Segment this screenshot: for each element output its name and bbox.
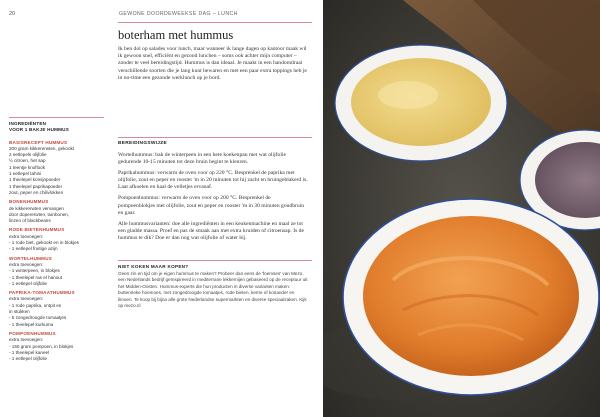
preparation-paragraph: Pompoenhummus: verwarm de oven voor op 200 °C. Besprenkel de pompoenblokjes met olijfolie, zout en peper en rooster 'm in 30 minuten goudbruin en gaar. <box>118 195 305 216</box>
ingredients-column <box>9 121 104 362</box>
preparation-heading: BEREIDINGSWIJZE <box>118 141 168 146</box>
ingredients-heading: INGREDIËNTEN <box>9 121 47 126</box>
intro-text: Ik ben dol op salades voor lunch, maar wanneer ik lange dagen op kantoor maak wil ik gewoon snel, efficiënt en gezond lunchen – soms ook achter mijn computer – zonder te veel bereidingstijd. Hummus is dan ideaal. Je maakt in een handomdraai verschillende soorten die je lang kunt bewaren en met een paar extra toppings heb je in no-time een gezonde werklunch op je bord. <box>118 46 307 81</box>
preparation-paragraph: Alle hummusvarianten: doe alle ingrediënten in een keukenmachine en maal ze tot een gladde massa. Proef en pas de smaak aan met extra kruiden of citroensap. Is de hummus te dik? Doe er dan nog wat olijfolie of water bij. <box>118 220 304 241</box>
rule-tip <box>118 260 312 261</box>
ingredient-line: 1 theelepel komijnpoeder <box>9 177 61 183</box>
ingredient-line: - 1 theelepel kurkuma <box>9 321 54 327</box>
preparation-paragraph: Wortelhummus: bak de winterpeen in een hete koekenpan met wat olijfolie gedurende 10-15 minuten tot deze bruin begint te kleuren. <box>118 152 286 166</box>
ingredient-line: extra toevoegen: <box>9 233 44 239</box>
rule-preparation <box>118 137 312 138</box>
section-title: BASISRECEPT HUMMUS <box>9 139 68 145</box>
hummus-photo <box>323 0 600 417</box>
preparation-paragraph: Paprikahummus: verwarm de oven voor op 220 °C. Besprenkel de paprika met olijfolie, zout en peper en rooster 'm in 20 minuten tot hij zacht en bruingeblakerd is. Laat afkoelen en haal de velletjes ervanaf. <box>118 170 308 191</box>
ingredient-line: - 1 winterpeen, in blokjes <box>9 268 60 274</box>
page-number: 20 <box>9 11 16 17</box>
ingredient-line: extra toevoegen: <box>9 296 44 302</box>
section-title: BONENHUMMUS <box>9 199 49 205</box>
section-title: RODE BIETENHUMMUS <box>9 227 65 233</box>
ingredient-line: 2 eetlepels olijfolie <box>9 152 47 158</box>
ingredient-line: - 1 eetlepel olijfolie <box>9 280 48 286</box>
tip-text: Geen zin en tijd om je eigen hummus te maken? Probeer dan eens de 'foemses' van Mezo, een Nederlands bedrijf geïnspireerd in mediterrane lekkernijen gebaseerd op de receptuur uit het Midden-Oosten. Hummus-experts die hun producten in diverse varianten maken: buttenrieke hoemoes, met zongedroogde tomaatjes, rode bieten, kerrie of koriander en limoen. Te koop bij bijna alle grote Nederlandse supermarkten en diverse speciaalzaken. Kijk op mezo.nl <box>118 271 308 309</box>
ingredient-line: - 1 theelepel kaneel <box>9 349 50 355</box>
ingredient-line: 1 eetlepel tahini <box>9 171 42 177</box>
ingredient-line: 200 gram kikkererwten, gekookt <box>9 145 75 151</box>
ingredient-line: - 1 theelepel ras el hanout <box>9 274 63 280</box>
ingredient-line: de kikkererwten vervangen <box>9 205 64 211</box>
ingredient-line: - 1 rode biet, gekookt en in blokjes <box>9 240 79 246</box>
preparation-text <box>118 152 308 246</box>
ingredient-line: - 5 zongedroogde tomaatjes <box>9 315 67 321</box>
running-head: GEWONE DOORDEWEEKSE DAG – LUNCH <box>119 11 238 17</box>
recipe-title: boterham met hummus <box>118 28 234 42</box>
section-title: PAPRIKA-TOMAATHUMMUS <box>9 290 75 296</box>
ingredient-line: ½ citroen, het sap <box>9 158 46 164</box>
ingredient-line: 1 teentje knoflook <box>9 164 46 170</box>
ingredient-line: zout, peper en chilivlokken <box>9 189 64 195</box>
ingredients-subheading: VOOR 1 BAKJE HUMMUS <box>9 127 69 133</box>
ingredient-line: in stukken <box>9 309 30 315</box>
ingredient-line: - 1 rode paprika, ontpit en <box>9 302 62 308</box>
ingredient-line: 1 theelepel paprikapoeder <box>9 183 63 189</box>
ingredient-line: - 1 eetlepel olijfolie <box>9 356 48 362</box>
tip-heading: NIET KOKEN MAAR KOPEN? <box>118 264 189 269</box>
ingredient-line: - 150 gram pompoen, in blokjes <box>9 343 74 349</box>
section-title: POMPOENHUMMUS <box>9 330 56 336</box>
ingredient-line: extra toevoegen: <box>9 261 44 267</box>
ingredient-line: linzen of blackbeans <box>9 218 51 224</box>
ingredient-line: door dopererwten, tuinbonen, <box>9 211 70 217</box>
ingredient-line: extra toevoegen: <box>9 337 44 343</box>
section-title: WORTELHUMMUS <box>9 255 52 261</box>
ingredient-line: - 1 eetlepel fruitige azijn <box>9 246 58 252</box>
rule-ingredients <box>9 117 104 118</box>
rule-intro-top <box>118 22 312 23</box>
